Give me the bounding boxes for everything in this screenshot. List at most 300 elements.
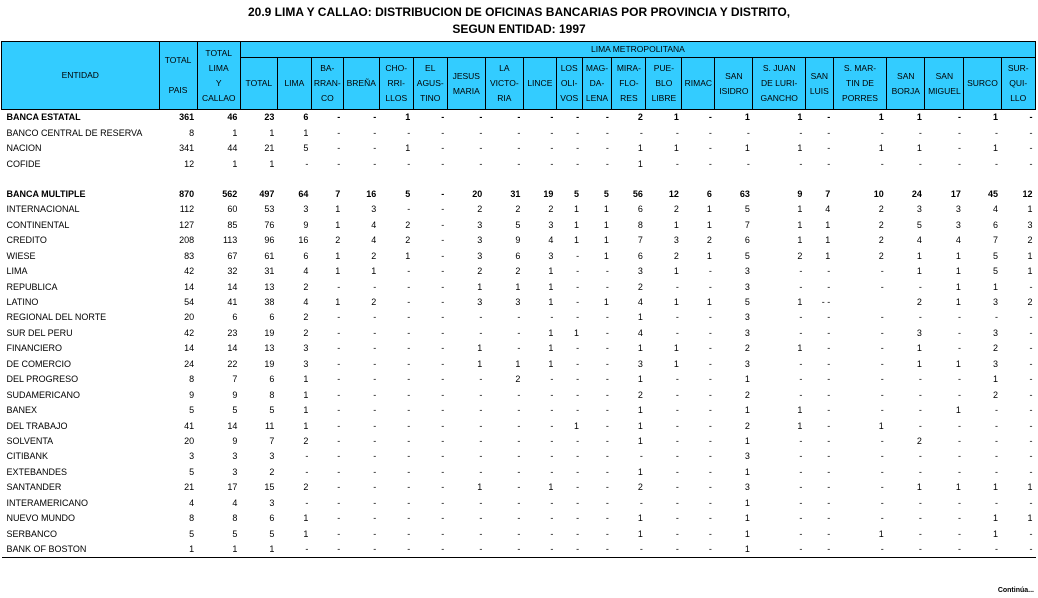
- value-cell: -: [1029, 451, 1033, 462]
- value-cell: 361: [179, 112, 195, 123]
- value-cell: 4: [955, 235, 961, 246]
- value-cell: -: [605, 327, 609, 338]
- value-cell: 1: [477, 358, 483, 369]
- value-cell: 2: [797, 250, 803, 261]
- value-cell: 4: [371, 219, 377, 230]
- table-row: [2, 496, 1036, 511]
- value-cell: 2: [269, 466, 275, 477]
- value-cell: -: [576, 466, 580, 477]
- value-cell: -: [708, 266, 712, 277]
- value-cell: -: [407, 358, 411, 369]
- value-cell: 41: [184, 420, 195, 431]
- table-row: [2, 264, 1036, 279]
- value-cell: 67: [227, 250, 238, 261]
- value-cell: 16: [298, 235, 309, 246]
- value-cell: -: [550, 420, 554, 431]
- value-cell: 5: [269, 528, 275, 539]
- value-cell: 2: [992, 389, 998, 400]
- value-cell: -: [407, 204, 411, 215]
- value-cell: -: [799, 127, 803, 138]
- value-cell: -: [918, 158, 922, 169]
- header-entidad: ENTIDAD: [2, 42, 160, 110]
- entity-name-cell: SERBANCO: [6, 528, 58, 539]
- value-cell: 1: [825, 250, 831, 261]
- value-cell: -: [337, 327, 341, 338]
- value-cell: -: [373, 420, 377, 431]
- value-cell: -: [373, 482, 377, 493]
- value-cell: 14: [184, 343, 195, 354]
- value-cell: 562: [222, 188, 238, 199]
- value-cell: -: [337, 343, 341, 354]
- value-cell: -: [441, 497, 445, 508]
- value-cell: -: [441, 327, 445, 338]
- value-cell: -: [373, 435, 377, 446]
- header-district: SAN BORJA: [887, 58, 925, 110]
- value-cell: -: [918, 466, 922, 477]
- value-cell: -: [957, 158, 961, 169]
- value-cell: 1: [797, 143, 803, 154]
- value-cell: 1: [916, 143, 922, 154]
- value-cell: -: [337, 528, 341, 539]
- value-cell: 5: [744, 297, 750, 308]
- value-cell: -: [550, 405, 554, 416]
- value-cell: 5: [574, 188, 580, 199]
- value-cell: -: [605, 358, 609, 369]
- value-cell: 1: [548, 266, 554, 277]
- value-cell: -: [479, 112, 483, 123]
- value-cell: -: [517, 343, 521, 354]
- value-cell: -: [880, 312, 884, 323]
- value-cell: 23: [227, 327, 238, 338]
- table-row: [2, 125, 1036, 140]
- entity-name-cell: DEL TRABAJO: [6, 420, 68, 431]
- value-cell: 12: [668, 188, 679, 199]
- value-cell: -: [708, 482, 712, 493]
- value-cell: -: [880, 389, 884, 400]
- value-cell: 7: [744, 219, 750, 230]
- value-cell: -: [880, 158, 884, 169]
- value-cell: -: [373, 497, 377, 508]
- value-cell: 1: [744, 528, 750, 539]
- value-cell: 1: [637, 420, 643, 431]
- value-cell: -: [407, 297, 411, 308]
- entity-name-cell: CITIBANK: [6, 451, 49, 462]
- value-cell: 12: [184, 158, 195, 169]
- value-cell: -: [305, 466, 309, 477]
- value-cell: -: [675, 482, 679, 493]
- value-cell: 15: [264, 482, 275, 493]
- value-cell: 3: [303, 204, 309, 215]
- value-cell: 3: [955, 219, 961, 230]
- value-cell: -: [407, 374, 411, 385]
- value-cell: -: [407, 312, 411, 323]
- value-cell: 1: [232, 158, 238, 169]
- value-cell: -: [675, 127, 679, 138]
- value-cell: 9: [303, 219, 309, 230]
- value-cell: -: [407, 327, 411, 338]
- value-cell: -: [605, 466, 609, 477]
- value-cell: -: [379, 542, 413, 558]
- value-cell: 5: [992, 266, 998, 277]
- value-cell: -: [675, 528, 679, 539]
- value-cell: -: [995, 420, 998, 431]
- value-cell: 1: [992, 281, 998, 292]
- value-cell: 24: [911, 188, 922, 199]
- value-cell: -: [373, 374, 377, 385]
- value-cell: 1: [992, 374, 998, 385]
- value-cell: 1: [797, 219, 803, 230]
- value-cell: 1: [955, 266, 961, 277]
- value-cell: -: [639, 127, 643, 138]
- value-cell: -: [605, 266, 609, 277]
- value-cell: 1: [637, 405, 643, 416]
- value-cell: 8: [269, 389, 275, 400]
- value-cell: 2: [371, 297, 377, 308]
- value-cell: -: [441, 219, 445, 230]
- value-cell: -: [827, 420, 831, 431]
- value-cell: -: [1029, 435, 1033, 446]
- value-cell: -: [1029, 281, 1033, 292]
- value-cell: -: [517, 420, 521, 431]
- value-cell: 8: [232, 513, 238, 524]
- value-cell: 1: [637, 435, 643, 446]
- value-cell: -: [880, 343, 884, 354]
- value-cell: -: [582, 542, 612, 558]
- value-cell: 60: [227, 204, 238, 215]
- value-cell: 19: [543, 188, 554, 199]
- value-cell: -: [479, 451, 483, 462]
- value-cell: -: [918, 451, 922, 462]
- value-cell: -: [799, 435, 803, 446]
- value-cell: -: [1029, 158, 1033, 169]
- value-cell: -: [918, 528, 922, 539]
- value-cell: 10: [873, 188, 884, 199]
- value-cell: -: [441, 389, 445, 400]
- value-cell: -: [827, 127, 831, 138]
- value-cell: -: [407, 482, 411, 493]
- value-cell: -: [799, 389, 803, 400]
- header-lima-metropolitana: LIMA METROPOLITANA: [240, 42, 1035, 58]
- value-cell: -: [373, 451, 377, 462]
- value-cell: -: [880, 451, 884, 462]
- value-cell: 8: [189, 127, 195, 138]
- value-cell: 3: [477, 235, 483, 246]
- value-cell: 3: [515, 297, 521, 308]
- value-cell: -: [337, 374, 341, 385]
- table-row: [2, 295, 1036, 310]
- value-cell: -: [827, 158, 831, 169]
- value-cell: 5: [303, 143, 309, 154]
- table-row: [2, 372, 1036, 387]
- value-cell: -: [407, 405, 411, 416]
- value-cell: 3: [744, 451, 750, 462]
- value-cell: 1: [825, 235, 831, 246]
- title-line-2: SEGUN ENTIDAD: 1997: [452, 22, 586, 36]
- value-cell: 1: [916, 250, 922, 261]
- value-cell: -: [675, 312, 679, 323]
- value-cell: 1: [269, 158, 275, 169]
- table-row: [2, 449, 1036, 464]
- title-line-1: 20.9 LIMA Y CALLAO: DISTRIBUCION DE OFICINAS BANCARIAS POR PROVINCIA Y DISTRITO,: [247, 5, 791, 19]
- value-cell: 4: [232, 497, 238, 508]
- value-cell: 1: [673, 219, 679, 230]
- entity-name-cell: COFIDE: [6, 158, 41, 169]
- value-cell: 1: [232, 127, 238, 138]
- entity-name-cell: NUEVO MUNDO: [6, 513, 76, 524]
- value-cell: 1: [744, 513, 750, 524]
- group-row: [2, 110, 1036, 126]
- value-cell: 7: [825, 188, 831, 199]
- value-cell: -: [407, 435, 411, 446]
- value-cell: -: [373, 143, 377, 154]
- value-cell: -: [605, 451, 609, 462]
- value-cell: -: [708, 327, 712, 338]
- value-cell: -: [517, 451, 521, 462]
- header-district: BA- RRAN- CO: [311, 58, 343, 110]
- value-cell: -: [556, 542, 582, 558]
- value-cell: -: [550, 451, 554, 462]
- value-cell: 4: [548, 235, 554, 246]
- value-cell: 20: [184, 435, 195, 446]
- value-cell: -: [1029, 327, 1033, 338]
- value-cell: 20: [472, 188, 483, 199]
- value-cell: -: [799, 281, 803, 292]
- value-cell: 2: [303, 312, 309, 323]
- value-cell: -: [708, 513, 712, 524]
- value-cell: -: [957, 451, 961, 462]
- value-cell: 1: [477, 343, 483, 354]
- entity-name-cell: INTERNACIONAL: [6, 204, 80, 215]
- value-cell: -: [957, 513, 961, 524]
- table-row: [2, 279, 1036, 294]
- value-cell: 1: [603, 297, 609, 308]
- value-cell: -: [1029, 143, 1033, 154]
- table-row: [2, 202, 1036, 217]
- value-cell: 3: [1027, 219, 1033, 230]
- value-cell: 2: [303, 281, 309, 292]
- value-cell: 1: [673, 297, 679, 308]
- value-cell: -: [675, 158, 679, 169]
- value-cell: 1: [548, 482, 554, 493]
- value-cell: 1: [797, 235, 803, 246]
- value-cell: -: [827, 327, 831, 338]
- value-cell: -: [799, 312, 803, 323]
- value-cell: 2: [673, 204, 679, 215]
- value-cell: -: [373, 281, 377, 292]
- entity-name-cell: CREDITO: [6, 235, 47, 246]
- value-cell: -: [576, 112, 580, 123]
- value-cell: 4: [916, 235, 922, 246]
- value-cell: -: [918, 127, 922, 138]
- value-cell: -: [1001, 542, 1036, 558]
- value-cell: -: [827, 466, 831, 477]
- value-cell: -: [799, 158, 803, 169]
- value-cell: -: [827, 112, 831, 123]
- value-cell: -: [373, 112, 377, 123]
- value-cell: -: [1029, 466, 1033, 477]
- value-cell: 1: [603, 250, 609, 261]
- value-cell: -: [441, 127, 445, 138]
- value-cell: -: [805, 542, 833, 558]
- value-cell: -: [479, 143, 483, 154]
- value-cell: 9: [515, 235, 521, 246]
- table-row: [2, 341, 1036, 356]
- value-cell: -: [918, 281, 922, 292]
- value-cell: 2: [916, 297, 922, 308]
- value-cell: -: [479, 513, 483, 524]
- value-cell: -: [880, 281, 884, 292]
- value-cell: 1: [574, 219, 580, 230]
- value-cell: -: [479, 528, 483, 539]
- value-cell: -: [305, 158, 309, 169]
- header-district: RIMAC: [682, 58, 715, 110]
- value-cell: -: [957, 127, 961, 138]
- value-cell: 16: [366, 188, 377, 199]
- value-cell: -: [880, 513, 884, 524]
- value-cell: 2: [916, 435, 922, 446]
- value-cell: -: [827, 374, 831, 385]
- value-cell: 3: [477, 297, 483, 308]
- value-cell: -: [612, 542, 646, 558]
- value-cell: -: [746, 158, 750, 169]
- value-cell: -: [373, 127, 377, 138]
- entity-name-cell: SUR DEL PERU: [6, 327, 73, 338]
- value-cell: -: [708, 143, 712, 154]
- value-cell: 1: [878, 143, 884, 154]
- value-cell: -: [305, 497, 309, 508]
- value-cell: -: [373, 405, 377, 416]
- value-cell: -: [675, 281, 679, 292]
- value-cell: 2: [992, 343, 998, 354]
- value-cell: -: [708, 312, 712, 323]
- value-cell: 2: [744, 343, 750, 354]
- value-cell: 13: [264, 343, 275, 354]
- value-cell: 21: [264, 143, 275, 154]
- value-cell: 2: [371, 250, 377, 261]
- value-cell: -: [550, 127, 554, 138]
- value-cell: 31: [510, 188, 521, 199]
- value-cell: -: [576, 343, 580, 354]
- value-cell: -: [995, 451, 998, 462]
- value-cell: -: [799, 513, 803, 524]
- value-cell: 9: [232, 389, 238, 400]
- value-cell: -: [1029, 127, 1033, 138]
- value-cell: -: [708, 405, 712, 416]
- value-cell: 1: [574, 420, 580, 431]
- header-district: CHO- RRI- LLOS: [379, 58, 413, 110]
- value-cell: -: [407, 528, 411, 539]
- value-cell: 3: [232, 466, 238, 477]
- value-cell: -: [708, 466, 712, 477]
- value-cell: -: [479, 405, 483, 416]
- entity-name-cell: INTERAMERICANO: [6, 497, 89, 508]
- value-cell: -: [479, 420, 483, 431]
- table-row: [2, 326, 1036, 341]
- value-cell: -: [517, 158, 521, 169]
- value-cell: 5: [189, 466, 195, 477]
- value-cell: -: [605, 312, 609, 323]
- value-cell: 1: [1027, 266, 1033, 277]
- value-cell: 6: [637, 204, 643, 215]
- value-cell: 1: [955, 297, 961, 308]
- value-cell: 3: [303, 358, 309, 369]
- value-cell: 3: [303, 343, 309, 354]
- value-cell: 2: [637, 112, 643, 123]
- value-cell: -: [887, 542, 925, 558]
- value-cell: -: [373, 312, 377, 323]
- value-cell: -: [550, 497, 554, 508]
- value-cell: -: [957, 343, 961, 354]
- value-cell: 5: [916, 219, 922, 230]
- value-cell: 64: [298, 188, 309, 199]
- value-cell: -: [407, 343, 411, 354]
- value-cell: -: [576, 513, 580, 524]
- value-cell: 1: [673, 343, 679, 354]
- header-total-lima-callao: TOTAL LIMA Y CALLAO: [197, 42, 240, 110]
- header-district: JESUS MARIA: [447, 58, 485, 110]
- value-cell: -: [550, 112, 554, 123]
- value-cell: 2: [548, 204, 554, 215]
- value-cell: -: [708, 358, 712, 369]
- value-cell: 2: [878, 219, 884, 230]
- value-cell: -: [441, 297, 445, 308]
- value-cell: -: [479, 435, 483, 446]
- value-cell: [833, 295, 887, 310]
- value-cell: 1: [1027, 513, 1033, 524]
- header-district: SURCO: [964, 58, 1001, 110]
- value-cell: -: [343, 542, 379, 558]
- value-cell: -: [407, 281, 411, 292]
- header-district: BREÑA: [343, 58, 379, 110]
- value-cell: 3: [744, 266, 750, 277]
- value-cell: -: [576, 389, 580, 400]
- value-cell: -: [605, 112, 609, 123]
- value-cell: -: [880, 374, 884, 385]
- entity-name-cell: LIMA: [6, 266, 28, 277]
- value-cell: -: [576, 312, 580, 323]
- value-cell: -: [995, 435, 998, 446]
- value-cell: -: [550, 158, 554, 169]
- value-cell: -: [373, 513, 377, 524]
- value-cell: 61: [264, 250, 275, 261]
- value-cell: -: [605, 158, 609, 169]
- value-cell: 6: [269, 374, 275, 385]
- header-district: PUE- BLO LIBRE: [646, 58, 682, 110]
- value-cell: 2: [515, 266, 521, 277]
- entity-name-cell: SOLVENTA: [6, 435, 54, 446]
- value-cell: -: [373, 343, 377, 354]
- value-cell: 1: [159, 542, 197, 558]
- value-cell: 3: [744, 312, 750, 323]
- value-cell: 17: [950, 188, 961, 199]
- value-cell: 5: [744, 204, 750, 215]
- value-cell: -: [576, 281, 580, 292]
- value-cell: 1: [744, 497, 750, 508]
- header-total-pais: TOTAL PAIS: [159, 42, 197, 110]
- value-cell: 3: [269, 451, 275, 462]
- value-cell: 208: [179, 235, 195, 246]
- value-cell: 21: [184, 482, 195, 493]
- table-row: [2, 465, 1036, 480]
- value-cell: -: [1029, 405, 1033, 416]
- value-cell: 2: [744, 420, 750, 431]
- value-cell: -: [957, 389, 961, 400]
- value-cell: 7: [992, 235, 998, 246]
- value-cell: -: [827, 266, 831, 277]
- entity-name-cell: SANTANDER: [6, 482, 62, 493]
- value-cell: 1: [405, 250, 411, 261]
- value-cell: 4: [189, 497, 195, 508]
